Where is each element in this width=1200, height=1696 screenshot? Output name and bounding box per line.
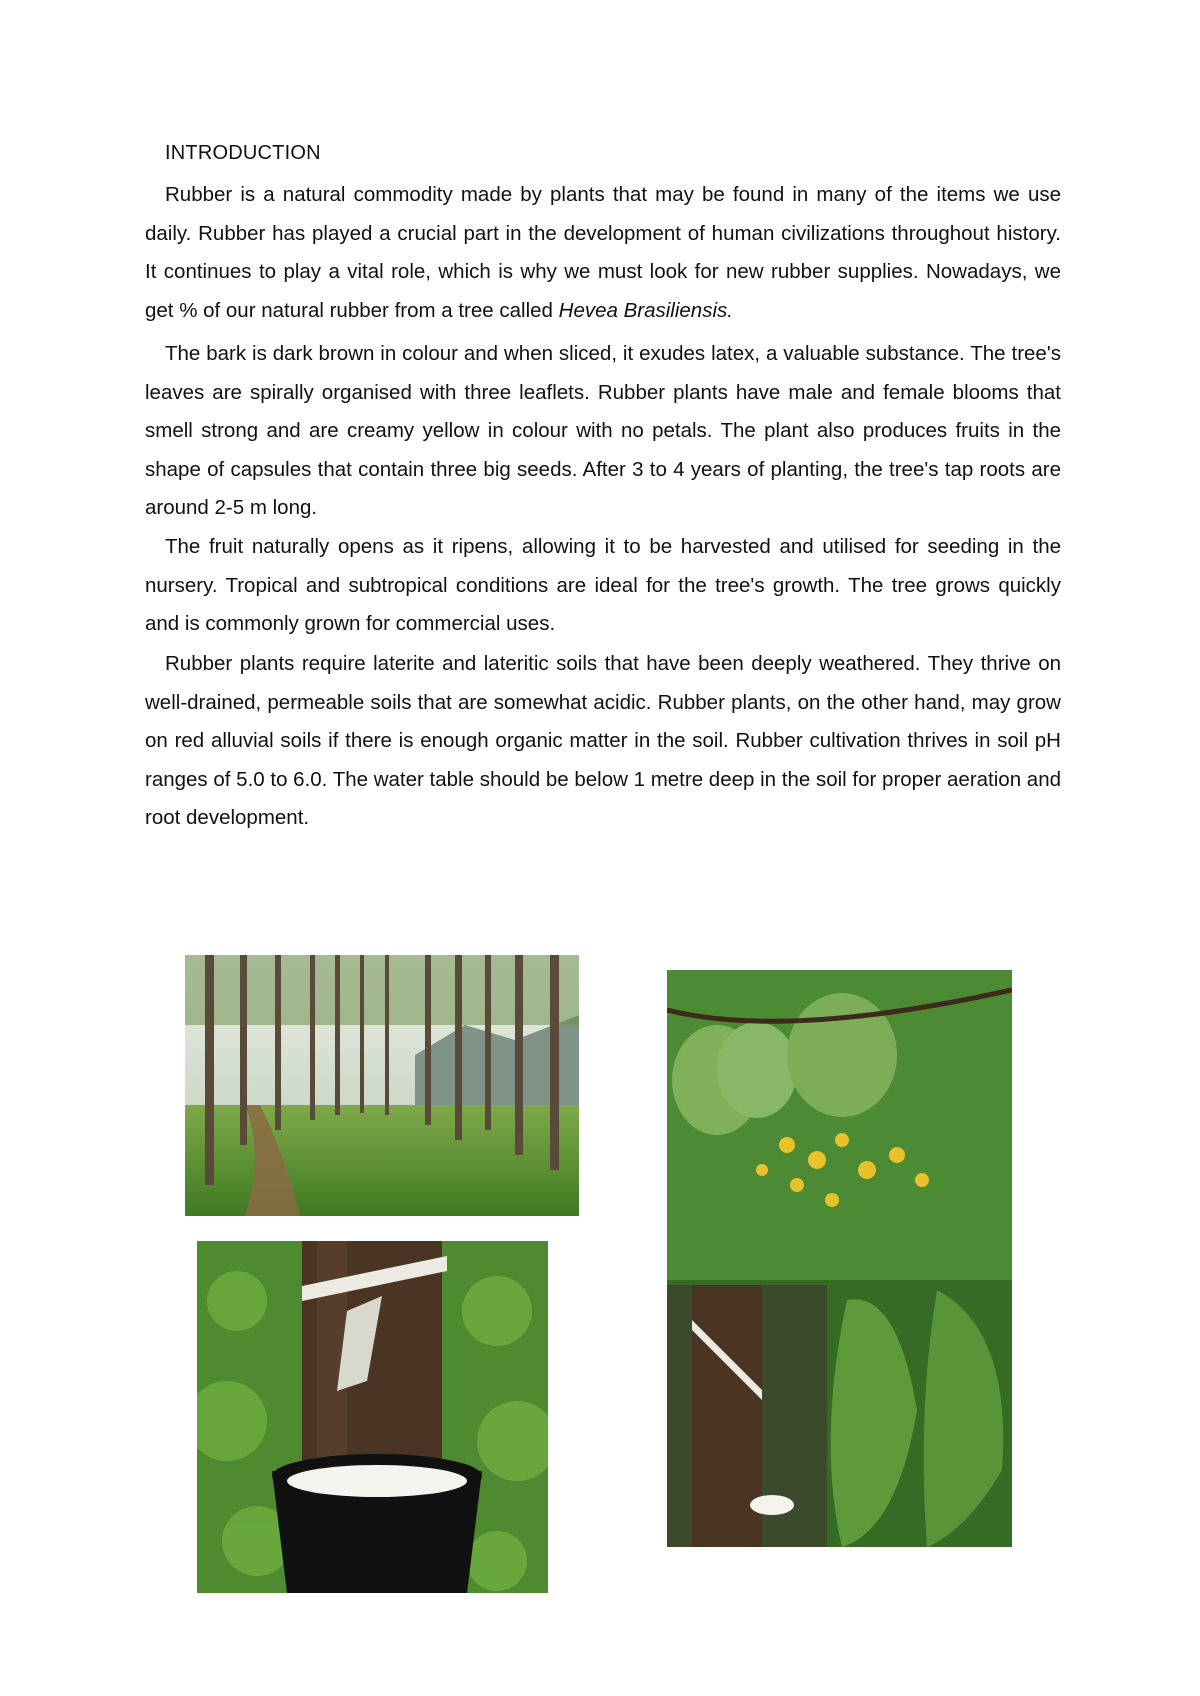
fruit-flower-leaf-photo: [667, 970, 1012, 1547]
paragraph-2: The bark is dark brown in colour and when sliced, it exudes latex, a valuable substance. The tree's leaves are spirally organised with three leaflets. Rubber plants have male and female blooms that smell strong and are creamy yellow in colour with no petals. The plant also produces fruits in the shape of capsules that contain three big seeds. After 3 to 4 years of planting, the tree's tap roots are around 2-5 m long.: [145, 342, 1061, 519]
section-heading: INTRODUCTION: [165, 142, 321, 164]
plantation-photo: [185, 955, 579, 1216]
species-name: Hevea Brasiliensis.: [558, 298, 733, 322]
latex-tapping-photo: [197, 1241, 548, 1593]
paragraph-1-text: Rubber is a natural commodity made by plants that may be found in many of the items we use daily. Rubber has played a crucial part in the development of human civilizations throughout history. It continues to play a vital role, which is why we must look for new rubber supplies. Nowadays, we get % of our natural rubber from a tree called: [145, 183, 1061, 322]
paragraph-1: [145, 176, 1061, 330]
paragraph-4: Rubber plants require laterite and lateritic soils that have been deeply weathered. They thrive on well-drained, permeable soils that are somewhat acidic. Rubber plants, on the other hand, may grow on red alluvial soils if there is enough organic matter in the soil. Rubber cultivation thrives in soil pH ranges of 5.0 to 6.0. The water table should be below 1 metre deep in the soil for proper aeration and root development.: [145, 652, 1061, 829]
paragraph-3: The fruit naturally opens as it ripens, allowing it to be harvested and utilised for seeding in the nursery. Tropical and subtropical conditions are ideal for the tree's growth. The tree grows quickly and is commonly grown for commercial uses.: [145, 535, 1061, 635]
